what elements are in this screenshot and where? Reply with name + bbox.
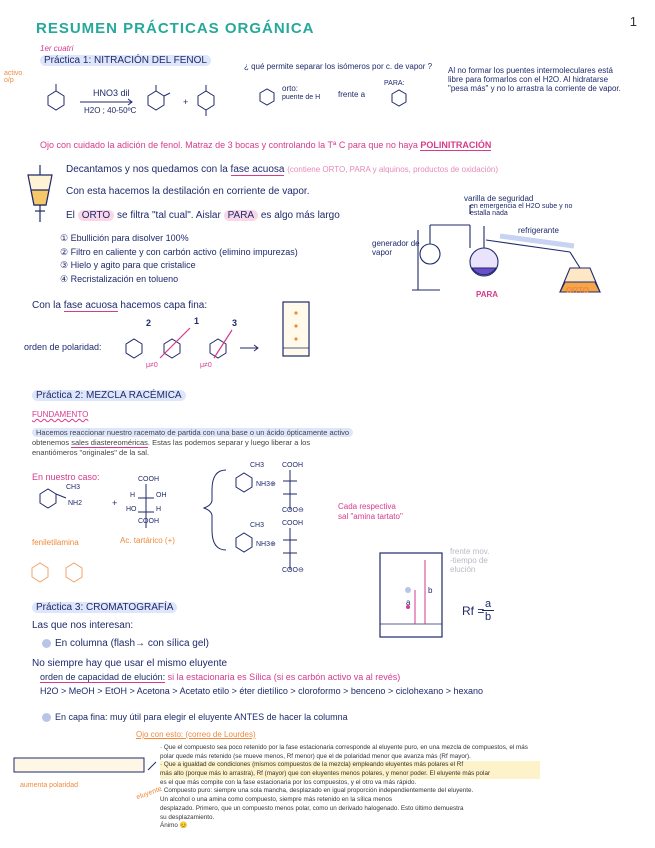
bullet-2 xyxy=(42,713,51,722)
step-3: ③ Hielo y agito para que cristalice xyxy=(60,260,196,270)
orto-flask-label: ORTO xyxy=(566,286,589,295)
rf-label: Rf = xyxy=(462,604,485,618)
each-salt-note: Cada respectiva sal "amina tartato" xyxy=(338,502,403,521)
a-mark: a xyxy=(406,598,411,607)
step-1: ① Ebullición para disolver 100% xyxy=(60,233,189,243)
tartaric-label: Ac. tartárico (+) xyxy=(120,536,175,545)
practice2-heading: Práctica 2: MEZCLA RACÉMICA xyxy=(32,390,186,401)
not-always-line: No siempre hay que usar el mismo eluyente xyxy=(32,658,228,669)
salt2-coo: COO⊖ xyxy=(282,567,304,574)
elution-line: orden de capacidad de elución: si la estacionaria es Sílica (si es carbón activo va al revés) xyxy=(40,672,401,682)
salt1-ch3: CH3 xyxy=(250,462,265,469)
tlc-plate-p3 xyxy=(380,553,442,637)
salt2-nh3: NH3⊕ xyxy=(256,541,276,548)
mu-label-1: μ≠0 xyxy=(146,362,158,369)
salt1-ring xyxy=(236,473,252,492)
ojo-label: Ojo con esto: (correo de Lourdes) xyxy=(136,730,256,739)
step-4: ④ Recristalización en tolueno xyxy=(60,273,179,284)
cooh-bottom: COOH xyxy=(138,518,159,525)
b-mark: b xyxy=(428,586,433,595)
frente-a: frente a xyxy=(338,90,366,99)
steam-line: Con esta hacemos la destilación en corriente de vapor. xyxy=(66,186,310,197)
orto-polarity-ring xyxy=(164,339,180,358)
page-title: RESUMEN PRÁCTICAS ORGÁNICA xyxy=(36,20,315,37)
practice3-heading: Práctica 3: CROMATOGRAFÍA xyxy=(32,602,177,613)
phenol-ring xyxy=(48,91,64,110)
bullet-1 xyxy=(42,639,51,648)
email-text: · Que el compuesto sea poco retenido por la fase estacionaria corresponde al eluyente puro, en una mezcla de compuestos, el más polar quede más retenido (se mueve menos, Rf menor) que el de polaridad menor que avanza más (Rf mayor). · Que a igualdad de condiciones (mismos compuestos de la mezcla) empleando eluyentes más polares el Rf más alto (porque más lo arrastra), Rf (mayor) que con eluyentes menos polares, y menor poder. El eluyente más polar es el que más compite con la fase estacionaria por los compuestos, y el otro va más rápido. · Compuesto puro: siempre una sola mancha, desplazado en igual proporción independientemente del eluyente. Un alcohol o una amina como compuesto, siempre más retenido en la sílica menos desplazado. Primero, que un compuesto menos polar, como un derivado halogenado. Esto último demuestra su desplazamiento. Ánimo 😊 xyxy=(160,744,540,831)
reagent-top: HNO3 dil xyxy=(93,88,130,98)
polarity-label: orden de polaridad: xyxy=(24,342,102,352)
polarity-num-2: 1 xyxy=(194,316,200,326)
rf-fraction: a b xyxy=(482,598,494,623)
dipole-arrow-para xyxy=(214,330,232,358)
phenol-polarity-ring xyxy=(126,339,142,358)
dipole-arrow-orto xyxy=(160,328,190,358)
fundamento-text: Hacemos reaccionar nuestro racemato de partida con una base o un ácido ópticamente activo obtenemos sales diastereoméricas. Estas las podemos separar y luego liberar a los enantiómeros "originales" de la sal. xyxy=(32,428,372,458)
nh2-amine: NH2 xyxy=(68,500,83,507)
steam-generator-flask xyxy=(420,244,440,264)
salt1-cooh: COOH xyxy=(282,462,303,469)
eluent-label: eluyente xyxy=(135,785,163,802)
ch3-amine: CH3 xyxy=(66,484,81,491)
cooh-top: COOH xyxy=(138,476,159,483)
orto-question-ring xyxy=(260,89,274,105)
h-left: H xyxy=(130,492,136,499)
salt1-nh3: NH3⊕ xyxy=(256,481,276,488)
salt2-ring xyxy=(236,533,252,552)
plus-sign: + xyxy=(183,97,189,107)
warning: Ojo con cuidado la adición de fenol. Matraz de 3 bocas y controlando la Tª C para que no haya POLINITRACIÓN xyxy=(40,140,492,150)
salt1-coo: COO⊖ xyxy=(282,507,304,514)
orto-label: orto: xyxy=(282,84,299,93)
column-item: En columna (flash→ con sílica gel) xyxy=(42,638,209,649)
step-2: ② Filtro en caliente y con carbón activo (elimino impurezas) xyxy=(60,246,298,257)
bracket xyxy=(204,470,226,550)
steam-distillation-apparatus xyxy=(412,205,600,292)
page-number: 1 xyxy=(629,14,637,29)
mu-label-2: μ≠0 xyxy=(200,362,212,369)
ho-left: HO xyxy=(126,506,137,513)
interest-label: Las que nos interesan: xyxy=(32,620,134,631)
safety-note: en emergencia el H2O sube y no estalla nada xyxy=(470,203,573,217)
salt2-cooh: COOH xyxy=(282,520,303,527)
generator-label: generador de vapor xyxy=(372,239,420,257)
safety-label: varilla de seguridad xyxy=(464,194,534,203)
separatory-funnel xyxy=(28,165,52,222)
explanation: Al no formar los puentes intermoleculares está libre para formarlos con el H2O. Al hidratarse "pesa más" y no lo arrastra la corriente de vapor. xyxy=(448,66,621,94)
para-label: PARA: xyxy=(384,80,405,87)
question: ¿ qué permite separar los isómeros por c. de vapor ? xyxy=(244,62,433,71)
h-right: H xyxy=(156,506,162,513)
tlc-line: Con la fase acuosa hacemos capa fina: xyxy=(32,300,208,311)
feniletilamina-label: feniletilamina xyxy=(32,538,79,547)
amine-sketch-2 xyxy=(66,563,82,582)
first-quarter-label: 1er cuatri xyxy=(40,44,74,53)
polarity-num-1: 2 xyxy=(146,318,152,328)
tlc-plate-p1 xyxy=(283,302,309,356)
salt2-ch3: CH3 xyxy=(250,522,265,529)
para-nitrophenol-ring xyxy=(198,91,214,110)
decant-line: Decantamos y nos quedamos con la fase acuosa (contiene ORTO, PARA y alquinos, productos de oxidación) xyxy=(66,164,499,175)
orto-sub: puente de H xyxy=(282,94,321,101)
orto-nitrophenol-ring xyxy=(148,91,164,110)
para-polarity-ring xyxy=(210,339,226,358)
front-note: frente mov. -tiempo de elución xyxy=(450,547,490,574)
polar-note: aumenta polaridad xyxy=(20,782,78,789)
fundamento-label: FUNDAMENTO xyxy=(32,410,89,419)
refrigerant-label: refrigerante xyxy=(518,226,559,235)
orto-filter-line: El ORTO se filtra "tal cual". Aislar PARA es algo más largo xyxy=(66,210,340,221)
practice1-heading: Práctica 1: NITRACIÓN DEL FENOL xyxy=(40,55,211,66)
steps-list xyxy=(60,232,298,286)
para-flask-label: PARA xyxy=(476,290,499,299)
oh-right: OH xyxy=(156,492,167,499)
case-label: En nuestro caso: xyxy=(32,472,100,482)
polarity-num-3: 3 xyxy=(232,318,238,328)
para-question-ring xyxy=(392,90,406,106)
elution-series: H2O > MeOH > EtOH > Acetona > Acetato etilo > éter dietílico > cloroformo > benceno > ciclohexano > hexano xyxy=(40,686,484,696)
reagent-bottom: H2O ; 40-50ºC xyxy=(84,106,137,115)
feniletilamina-ring xyxy=(40,489,56,508)
thin-layer-item: En capa fina: muy útil para elegir el eluyente ANTES de hacer la columna xyxy=(42,712,348,722)
director-note: activo o/p xyxy=(4,70,23,84)
plus-p2: + xyxy=(112,498,118,508)
column-sketch xyxy=(14,758,156,772)
amine-sketch-1 xyxy=(32,563,48,582)
